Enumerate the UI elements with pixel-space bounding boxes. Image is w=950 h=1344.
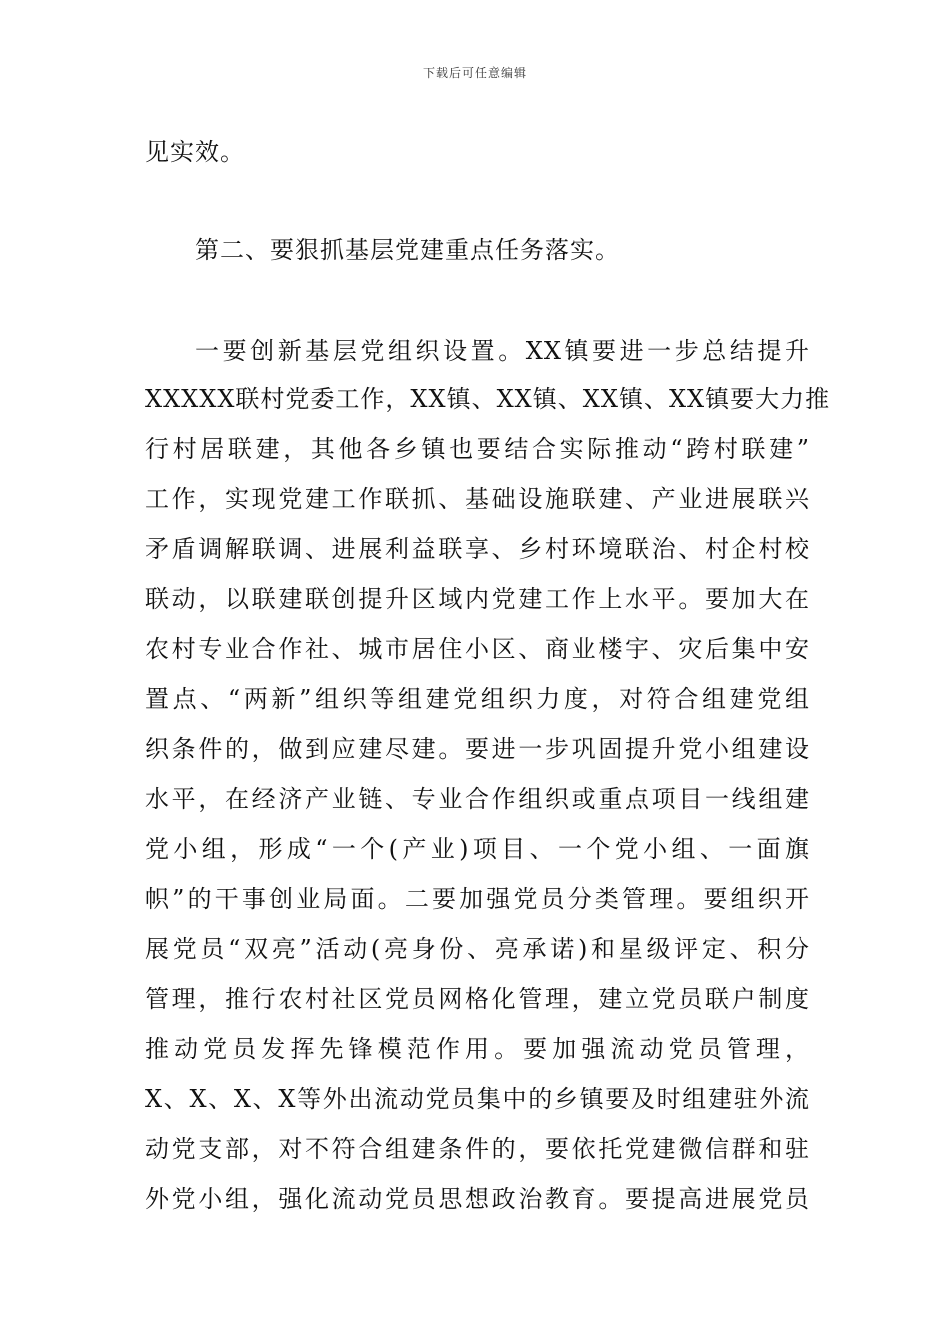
text-line: 外党小组，强化流动党员思想政治教育。要提高进展党员: [145, 1185, 810, 1213]
text-line: 矛盾调解联调、进展利益联享、乡村环境联治、村企村校: [145, 535, 810, 563]
text-line: 水平，在经济产业链、专业合作组织或重点项目一线组建: [145, 785, 810, 813]
text-line: 联动，以联建联创提升区域内党建工作上水平。要加大在: [145, 585, 810, 613]
section-heading: 第二、要狠抓基层党建重点任务落实。: [195, 236, 620, 264]
text-line: 置点、“两新”组织等组建党组织力度，对符合组建党组: [145, 685, 810, 713]
text-line: XXXXX联村党委工作，XX镇、XX镇、XX镇、XX镇要大力推: [145, 385, 831, 413]
text-line: 党小组，形成“一个(产业)项目、一个党小组、一面旗: [145, 835, 810, 863]
text-line: 行村居联建，其他各乡镇也要结合实际推动“跨村联建”: [145, 435, 810, 463]
text-line: 管理，推行农村社区党员网格化管理，建立党员联户制度: [145, 985, 810, 1013]
text-line: 一要创新基层党组织设置。XX镇要进一步总结提升: [195, 337, 810, 365]
text-line: 工作，实现党建工作联抓、基础设施联建、产业进展联兴: [145, 485, 810, 513]
text-line: 织条件的，做到应建尽建。要进一步巩固提升党小组建设: [145, 735, 810, 763]
text-line: 农村专业合作社、城市居住小区、商业楼宇、灾后集中安: [145, 635, 810, 663]
text-line: X、X、X、X等外出流动党员集中的乡镇要及时组建驻外流: [145, 1085, 810, 1113]
text-line: 展党员“双亮”活动(亮身份、亮承诺)和星级评定、积分: [145, 935, 810, 963]
text-line: 推动党员发挥先锋模范作用。要加强流动党员管理，: [145, 1035, 810, 1063]
page-header: 下载后可任意编辑: [422, 66, 527, 80]
text-line: 帜”的干事创业局面。二要加强党员分类管理。要组织开: [145, 885, 810, 913]
text-line: 动党支部，对不符合组建条件的，要依托党建微信群和驻: [145, 1135, 810, 1163]
text-line: 见实效。: [145, 138, 245, 166]
